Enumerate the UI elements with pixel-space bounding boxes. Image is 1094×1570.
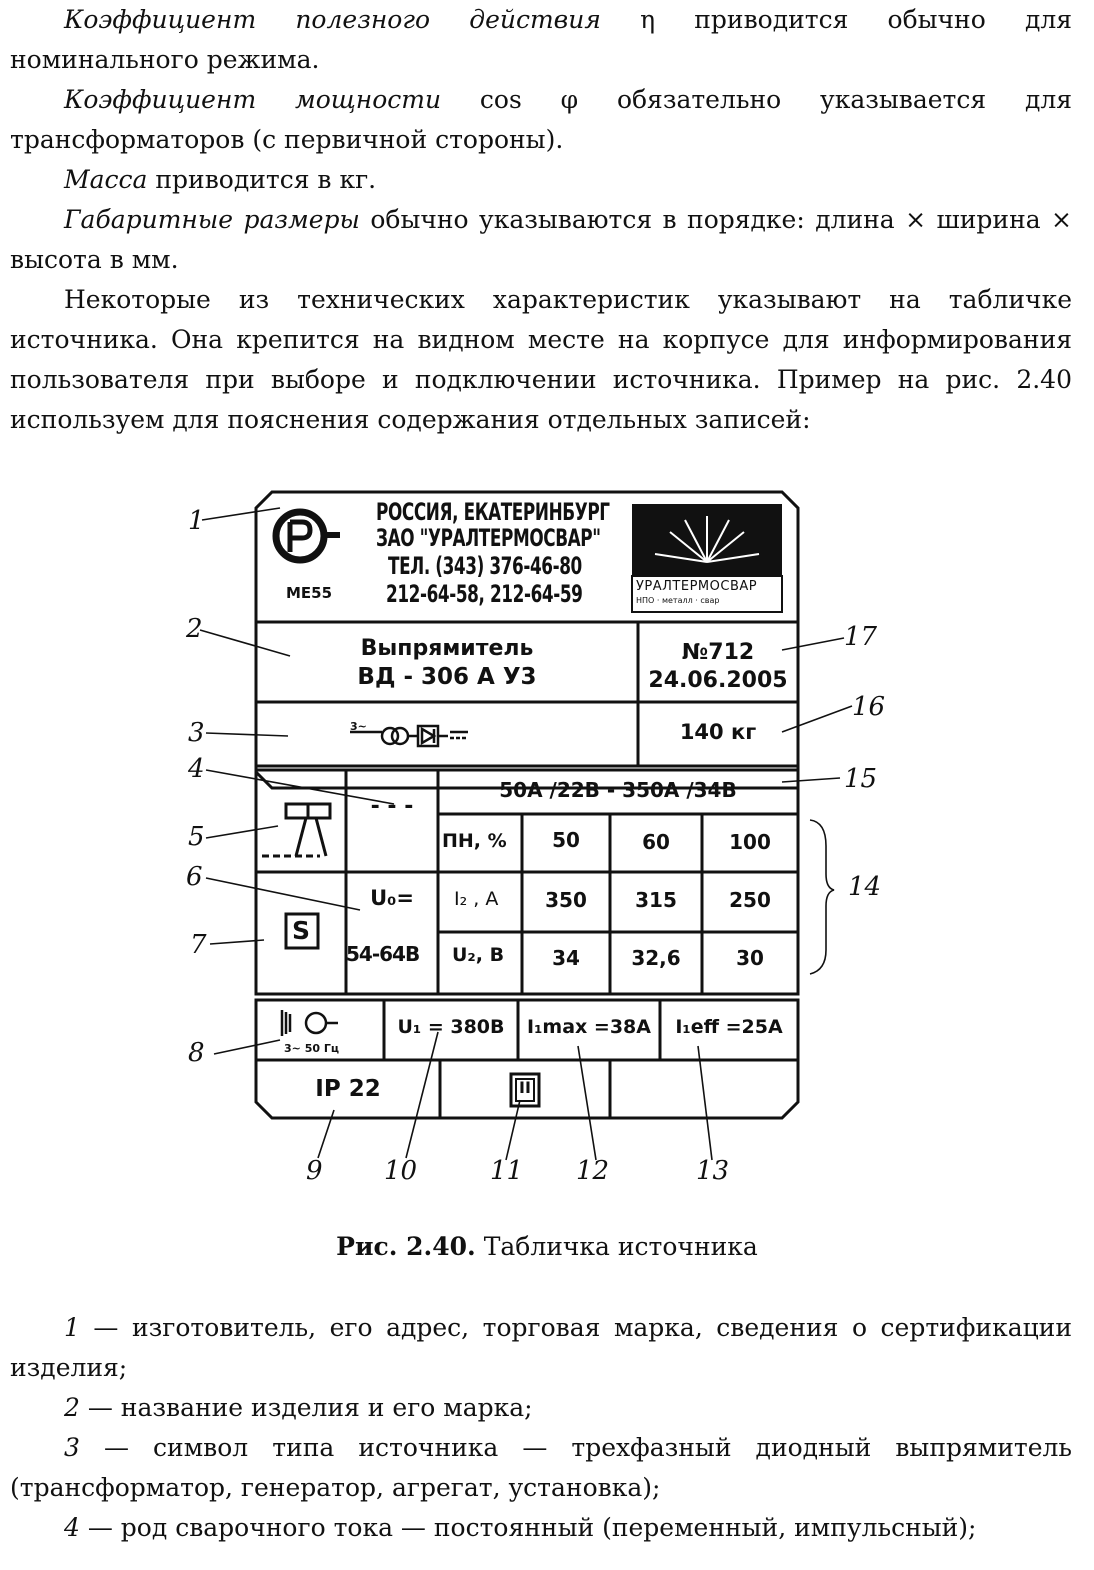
voltage-value-3: 30 — [736, 946, 764, 970]
paragraph-efficiency — [10, 0, 1072, 80]
callout-5: 5 — [188, 822, 205, 852]
supply-label: 3~ 50 Гц — [284, 1042, 339, 1055]
duty-cycle-label: ПН, % — [442, 830, 507, 852]
current-range: 50А /22В - 350А /34В — [499, 778, 737, 802]
current-value-1: 350 — [545, 888, 587, 912]
certification-code: МЕ55 — [286, 584, 333, 602]
mass-value: 140 кг — [679, 720, 757, 744]
legend-item-2 — [10, 1388, 1072, 1428]
maker-line-1: РОССИЯ, ЕКАТЕРИНБУРГ — [376, 498, 610, 526]
legend-text — [10, 1308, 1072, 1548]
current-value-2: 315 — [635, 888, 677, 912]
top-text — [10, 0, 1072, 440]
manufacture-date: 24.06.2005 — [648, 668, 788, 693]
duty-value-1: 50 — [552, 828, 580, 852]
paragraph-text: приводится в кг. — [147, 165, 377, 194]
callout-17: 17 — [844, 622, 878, 652]
source-nameplate-figure — [150, 470, 950, 1200]
legend-item-3 — [10, 1428, 1072, 1508]
current-kind-symbol: - - - — [370, 794, 414, 819]
duty-value-3: 100 — [729, 830, 771, 854]
welding-current-label: I₂ , А — [454, 888, 499, 910]
legend-item-1 — [10, 1308, 1072, 1388]
callout-14: 14 — [848, 872, 882, 902]
callout-4: 4 — [188, 754, 205, 784]
legend-text-4: — род сварочного тока — постоянный (переменный, импульсный); — [79, 1513, 977, 1542]
callout-6: 6 — [186, 862, 203, 892]
callout-15: 15 — [844, 764, 878, 794]
welding-voltage-label: U₂, В — [452, 944, 505, 966]
legend-number: 4 — [64, 1513, 80, 1542]
legend-number: 3 — [64, 1433, 80, 1462]
callout-8: 8 — [188, 1038, 205, 1068]
callout-9: 9 — [306, 1156, 323, 1186]
paragraph-plate-intro — [10, 280, 1072, 440]
class-ii-mark: II — [519, 1078, 531, 1097]
welding-process-icon — [262, 804, 330, 856]
no-load-voltage-label: U₀= — [370, 886, 414, 910]
s-mark: S — [292, 916, 311, 945]
product-name: Выпрямитель — [360, 636, 534, 661]
caption-text: Табличка источника — [475, 1232, 758, 1261]
three-phase-rectifier-symbol-icon — [350, 726, 468, 746]
product-model: ВД - 306 А У3 — [357, 664, 537, 690]
paragraph-text: η приводится обычно для номинального режима. — [10, 5, 1073, 74]
callout-1: 1 — [188, 506, 205, 536]
paragraph-mass — [10, 160, 1072, 200]
legend-text-3: — символ типа источника — трехфазный диодный выпрямитель (трансформатор, генератор, агрегат, установка); — [10, 1433, 1072, 1502]
term: Коэффициент мощности — [64, 85, 442, 114]
supply-voltage: U₁ = 380В — [397, 1016, 505, 1038]
paragraph-text: cos φ обязательно указывается для трансформаторов (с первичной стороны). — [10, 85, 1073, 154]
figure-caption — [0, 1232, 1094, 1261]
ip-rating: IP 22 — [315, 1076, 381, 1102]
paragraph-text: Некоторые из технических характеристик указывают на табличке источника. Она крепится на видном месте на корпусе для информирования пользователя при выборе и подключении источника. Пример на рис. 2.40 используем для пояснения содержания отдельных записей: — [10, 285, 1072, 434]
callout-3: 3 — [188, 718, 205, 748]
legend-text-2: — название изделия и его марка; — [79, 1393, 533, 1422]
legend-number: 2 — [64, 1393, 80, 1422]
legend-item-4 — [10, 1508, 1072, 1548]
callout-16: 16 — [852, 692, 886, 722]
voltage-value-2: 32,6 — [631, 946, 681, 970]
current-value-3: 250 — [729, 888, 771, 912]
effective-supply-current: I₁eff =25А — [675, 1016, 783, 1038]
logo-text: УРАЛТЕРМОСВАР — [636, 579, 758, 594]
paragraph-text: обычно указываются в порядке: длина × ширина × высота в мм. — [10, 205, 1073, 274]
legend-number: 1 — [64, 1313, 80, 1342]
caption-label: Рис. 2.40. — [336, 1232, 476, 1261]
paragraph-power-factor — [10, 80, 1072, 160]
max-supply-current: I₁max =38А — [527, 1016, 651, 1038]
callout-2: 2 — [186, 614, 203, 644]
paragraph-dimensions — [10, 200, 1072, 280]
callout-13: 13 — [696, 1156, 730, 1186]
term: Коэффициент полезного действия — [64, 5, 601, 34]
callout-12: 12 — [576, 1156, 610, 1186]
maker-line-2: ЗАО "УРАЛТЕРМОСВАР" — [376, 524, 601, 552]
term: Масса — [64, 165, 148, 194]
duty-value-2: 60 — [642, 830, 670, 854]
legend-text-1: — изготовитель, его адрес, торговая марка, сведения о сертификации изделия; — [10, 1313, 1072, 1382]
voltage-value-1: 34 — [552, 946, 580, 970]
maker-line-4: 212-64-58, 212-64-59 — [386, 580, 583, 608]
term: Габаритные размеры — [64, 205, 360, 234]
callout-10: 10 — [384, 1156, 418, 1186]
callout-11: 11 — [490, 1156, 524, 1186]
logo-subtext: НПО · металл · свар — [636, 596, 720, 605]
supply-plug-icon — [282, 1010, 338, 1036]
source-symbol-label: 3~ — [350, 720, 367, 733]
maker-line-3: ТЕЛ. (343) 376-46-80 — [388, 552, 582, 580]
no-load-voltage-value: 54-64В — [346, 942, 420, 966]
serial-number: №712 — [681, 640, 755, 665]
callout-7: 7 — [190, 930, 207, 960]
certification-mark-icon — [276, 512, 340, 560]
